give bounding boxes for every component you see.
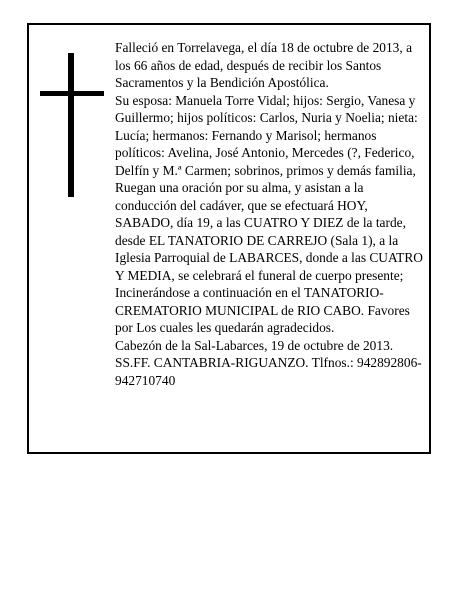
family-list: Su esposa: Manuela Torre Vidal; hijos: Sergio, Vanesa y Guillermo; hijos políticos: Carlos, Nuria y Noelia; nieta: Lucía; hermanos: Fernando y Marisol; hermanos políticos: Avelina, José Antonio, Mercedes (?, Federico, Delfín y M.ª Carmen; sobrinos, primos y demás familia, [115,92,418,178]
cross-horizontal-bar [40,91,104,96]
obituary-notice [27,23,431,454]
funeral-home-contact: SS.FF. CANTABRIA-RIGUANZO. Tlfnos.: 942892806-942710740 [115,355,422,388]
funeral-details: Ruegan una oración por su alma, y asistan a la conducción del cadáver, que se efectuará HOY, SABADO, día 19, a las CUATRO Y DIEZ de la tarde, desde EL TANATORIO DE CARREJO (Sala 1), a la Iglesia Parroquial de LABARCES, donde a las CUATRO Y MEDIA, se celebrará el funeral de cuerpo presente; Incinerándose a continuación en el TANATORIO-CREMATORIO MUNICIPAL de RIO CABO. Favores por Los cuales les quedarán agradecidos. [115,180,423,335]
death-announcement: Falleció en Torrelavega, el día 18 de octubre de 2013, a los 66 años de edad, después de recibir los Santos Sacramentos y la Bendición Apostólica. [115,40,413,90]
notice-text [115,39,423,389]
cross-vertical-bar [68,53,74,197]
place-and-date: Cabezón de la Sal-Labarces, 19 de octubre de 2013. [115,337,394,353]
latin-cross-icon [40,53,104,197]
